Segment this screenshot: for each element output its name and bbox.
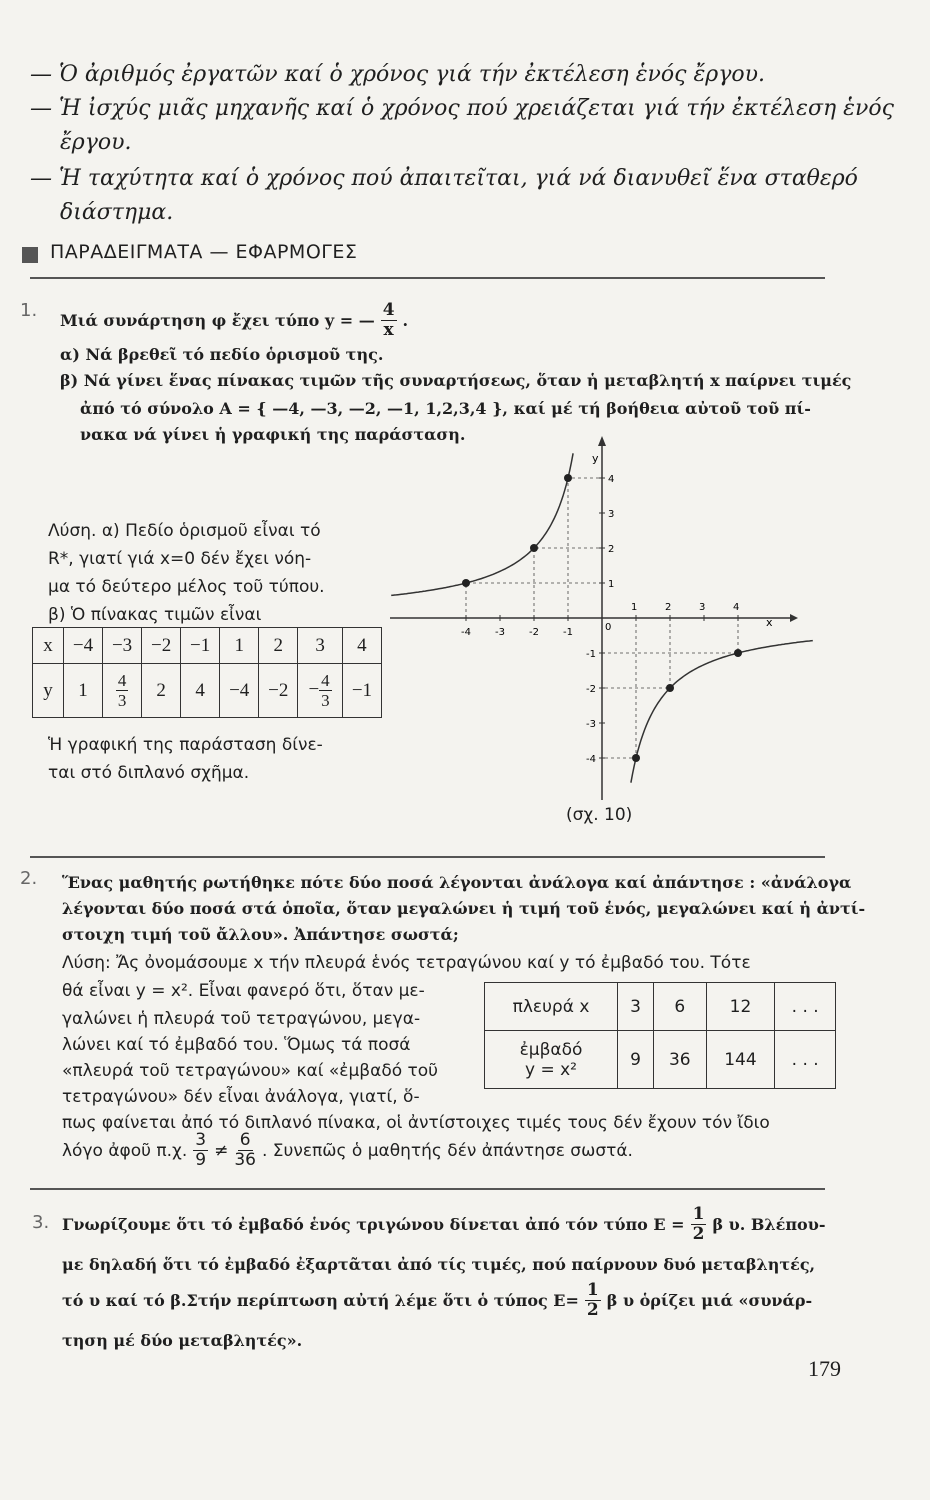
fraction-numerator: 4 [321, 671, 330, 690]
guide-line [602, 618, 738, 653]
divider-1 [30, 856, 825, 858]
fraction-denominator: 3 [117, 691, 127, 710]
x-axis-arrow [790, 614, 798, 622]
solution-1-line-4: β) Ὁ πίνακας τιμῶν εἶναι [48, 605, 262, 625]
example-2-number: 2. [20, 868, 38, 889]
x-tick-label: 3 [699, 602, 706, 613]
fraction-numerator: 6 [239, 1130, 251, 1150]
example-3-line-4: τηση μέ δύο μεταβλητές». [62, 1331, 303, 1350]
fraction-numerator: 3 [195, 1130, 207, 1150]
table-row-side [485, 983, 836, 1031]
table-row-y [33, 664, 382, 718]
data-point [734, 649, 742, 657]
data-point [462, 579, 470, 587]
example-1-part-b-3: νακα νά γίνει ἡ γραφική της παράσταση. [80, 425, 466, 444]
graph-note-line-2: ται στό διπλανό σχῆμα. [48, 763, 250, 783]
ratio-fraction-1 [193, 1132, 208, 1169]
guide-line [602, 618, 670, 688]
table-cell: 1 [64, 664, 103, 718]
guide-line [534, 548, 602, 618]
solution-2-line-5: «πλευρά τοῦ τετραγώνου» καί «ἐμβαδό τοῦ [62, 1061, 439, 1081]
example-3-number: 3. [32, 1212, 50, 1233]
y-tick-label: -2 [586, 684, 596, 695]
intro-line-1: — Ὁ ἀριθμός ἐργατῶν καί ὁ χρόνος γιά τήν ἐκτέλεση ἑνός ἔργου. [30, 62, 765, 87]
example-3-text-4: β υ ὁρίζει μιά «συνάρ- [606, 1290, 813, 1310]
table-cell: −3 [103, 628, 142, 664]
example-3-text-1: Γνωρίζουμε ὅτι τό ἐμβαδό ἑνός τριγώνου δίνεται ἀπό τόν τύπο E = [62, 1214, 685, 1234]
table-cell: 4 [181, 664, 220, 718]
fraction-numerator: 1 [586, 1280, 599, 1300]
example-3-text-2: β υ. Βλέπου- [712, 1214, 826, 1234]
table-cell: 6 [654, 983, 706, 1031]
table-cell: 2 [142, 664, 181, 718]
solution-2-line-2: θά εἶναι y = x². Εἶναι φανερό ὅτι, ὅταν με- [62, 981, 425, 1001]
y-axis-label: y [592, 452, 599, 465]
fraction-numerator: 4 [117, 671, 127, 690]
table-cell: 3 [298, 628, 343, 664]
fraction-denominator: 2 [692, 1224, 705, 1244]
table-cell: 36 [654, 1031, 706, 1089]
solution-2-line-1: Λύση: Ἄς ὀνομάσουμε x τήν πλευρά ἑνός τετραγώνου καί y τό ἐμβαδό του. Τότε [62, 953, 751, 973]
example-1-number: 1. [20, 300, 38, 321]
values-table [32, 627, 382, 718]
table-cell: 4 [342, 628, 381, 664]
fraction-denominator: 9 [195, 1150, 207, 1170]
fraction-denominator: 3 [321, 691, 330, 710]
solution-1-line-1: Λύση. α) Πεδίο ὁρισμοῦ εἶναι τό [48, 521, 321, 541]
table-cell: 9 [618, 1031, 654, 1089]
x-tick-label: -1 [563, 627, 573, 638]
table-row-x [33, 628, 382, 664]
half-fraction [691, 1206, 707, 1243]
x-tick-label: -2 [529, 627, 539, 638]
table-cell: −4 [64, 628, 103, 664]
curve-branch-left [391, 453, 573, 595]
solution-2-line-8 [62, 1132, 633, 1169]
table-cell-fraction [298, 664, 343, 718]
y-axis-arrow [598, 436, 606, 446]
y-tick-label: 3 [608, 509, 615, 520]
table-cell: −4 [220, 664, 259, 718]
section-divider [30, 277, 825, 279]
intro-line-3: — Ἡ ταχύτητα καί ὁ χρόνος πού ἀπαιτεῖται, γιά νά διανυθεῖ ἕνα σταθερό [30, 166, 858, 191]
page-number: 179 [808, 1356, 841, 1381]
guide-line [466, 583, 602, 618]
axis-ticks [461, 474, 739, 765]
table-cell: 12 [706, 983, 775, 1031]
y-tick-label: 4 [608, 474, 615, 485]
example-1-part-b-1: β) Νά γίνει ἕνας πίνακας τιμῶν τῆς συναρτήσεως, ὅταν ἡ μεταβλητή x παίρνει τιμές [60, 371, 852, 390]
table-cell: 1 [220, 628, 259, 664]
section-title: ΠΑΡΑΔΕΙΓΜΑΤΑ — ΕΦΑΡΜΟΓΕΣ [50, 241, 358, 263]
table-header-side: πλευρά x [485, 983, 618, 1031]
hyperbola-graph [380, 430, 840, 810]
x-tick-label: 1 [631, 602, 638, 613]
fraction-denominator: x [383, 320, 394, 340]
data-point [564, 474, 572, 482]
x-tick-label: 0 [605, 622, 612, 633]
table-cell-fraction [103, 664, 142, 718]
example-3-line-3 [62, 1282, 812, 1319]
ratio-intro: λόγο ἀφοῦ π.χ. [62, 1140, 188, 1161]
ratio-fraction-2 [234, 1132, 256, 1169]
intro-line-2: — Ἡ ἰσχύς μιᾶς μηχανῆς καί ὁ χρόνος πού χρειάζεται γιά τήν ἐκτέλεση ἑνός [30, 96, 894, 121]
solution-1-line-3: μα τό δεύτερο μέλος τοῦ τύπου. [48, 577, 325, 597]
graph-note-line-1: Ἡ γραφική της παράσταση δίνε- [48, 735, 323, 755]
x-axis-label: x [766, 616, 773, 629]
example-1-question [60, 302, 408, 339]
area-label: ἐμβαδό [519, 1039, 583, 1060]
example-3-line-2: με δηλαδή ὅτι τό ἐμβαδό ἐξαρτᾶται ἀπό τίς τιμές, πού παίρνουν δυό μεταβλητές, [62, 1255, 816, 1274]
figure-caption: (σχ. 10) [566, 805, 633, 825]
section-square-icon [22, 247, 38, 263]
y-tick-label: -4 [586, 754, 596, 765]
y-tick-label: 2 [608, 544, 615, 555]
x-tick-label: -4 [461, 627, 471, 638]
example-2-question-1: Ἕνας μαθητής ρωτήθηκε πότε δύο ποσά λέγονται ἀνάλογα καί ἀπάντησε : «ἀνάλογα [62, 873, 852, 892]
curve-branch-right [631, 641, 813, 783]
data-point [530, 544, 538, 552]
fraction-sign: − [308, 678, 320, 700]
y-tick-label: -1 [586, 649, 596, 660]
example-1-formula-text: Μιά συνάρτηση φ ἔχει τύπο y = — [60, 310, 375, 330]
intro-line-3-cont: διάστημα. [60, 200, 174, 225]
fraction-denominator: 36 [234, 1150, 256, 1170]
fraction-numerator: 4 [382, 300, 395, 320]
data-point [632, 754, 640, 762]
solution-2-line-6: τετραγώνου» δέν εἶναι ἀνάλογα, γιατί, ὅ- [62, 1087, 420, 1107]
table-cell: . . . [775, 1031, 836, 1089]
example-1-fraction [381, 302, 397, 339]
intro-line-2-cont: ἔργου. [60, 130, 132, 155]
example-3-line-1 [62, 1206, 825, 1243]
solution-2-line-4: λώνει καί τό ἐμβαδό του. Ὅμως τά ποσά [62, 1035, 411, 1055]
table-cell: −2 [259, 664, 298, 718]
example-2-question-2: λέγονται δύο ποσά στά ὁποῖα, ὅταν μεγαλώνει ἡ τιμή τοῦ ἑνός, μεγαλώνει καί ἡ ἀντί- [62, 899, 866, 918]
y-tick-label: -3 [586, 719, 596, 730]
example-1-part-a: α) Νά βρεθεῖ τό πεδίο ὁρισμοῦ της. [60, 345, 384, 364]
divider-2 [30, 1188, 825, 1190]
solution-2-line-3: γαλώνει ἡ πλευρά τοῦ τετραγώνου, μεγα- [62, 1009, 421, 1029]
area-table [484, 982, 836, 1089]
y-tick-label: 1 [608, 579, 615, 590]
table-header-area [485, 1031, 618, 1089]
example-1-period: . [402, 310, 409, 330]
x-tick-label: 2 [665, 602, 672, 613]
table-row-area [485, 1031, 836, 1089]
example-3-text-3: τό υ καί τό β.Στήν περίπτωση αὐτή λέμε ὅτι ὁ τύπος E= [62, 1290, 579, 1310]
example-2-question-3: στοιχη τιμή τοῦ ἄλλου». Ἀπάντησε σωστά; [62, 925, 459, 944]
table-cell: 3 [618, 983, 654, 1031]
half-fraction-2 [585, 1282, 601, 1319]
table-header-y: y [33, 664, 64, 718]
table-cell: −1 [181, 628, 220, 664]
table-cell: 144 [706, 1031, 775, 1089]
x-tick-label: -3 [495, 627, 505, 638]
table-cell: −1 [342, 664, 381, 718]
fraction-denominator: 2 [586, 1300, 599, 1320]
solution-1-line-2: R*, γιατί γιά x=0 δέν ἔχει νόη- [48, 549, 312, 569]
table-cell: 2 [259, 628, 298, 664]
x-tick-label: 4 [733, 602, 740, 613]
fraction-numerator: 1 [692, 1204, 705, 1224]
table-cell: −2 [142, 628, 181, 664]
table-cell: . . . [775, 983, 836, 1031]
not-equal-sign: ≠ [214, 1140, 229, 1161]
area-formula: y = x² [525, 1059, 577, 1080]
example-1-part-b-2: ἀπό τό σύνολο A = { —4, —3, —2, —1, 1,2,3,4 }, καί μέ τή βοήθεια αὐτοῦ τοῦ πί- [80, 399, 811, 418]
data-point [666, 684, 674, 692]
ratio-conclusion: . Συνεπῶς ὁ μαθητής δέν ἀπάντησε σωστά. [261, 1140, 633, 1161]
table-header-x: x [33, 628, 64, 664]
solution-2-line-7: πως φαίνεται ἀπό τό διπλανό πίνακα, οἱ ἀντίστοιχες τιμές τους δέν ἔχουν τόν ἴδιο [62, 1113, 770, 1133]
